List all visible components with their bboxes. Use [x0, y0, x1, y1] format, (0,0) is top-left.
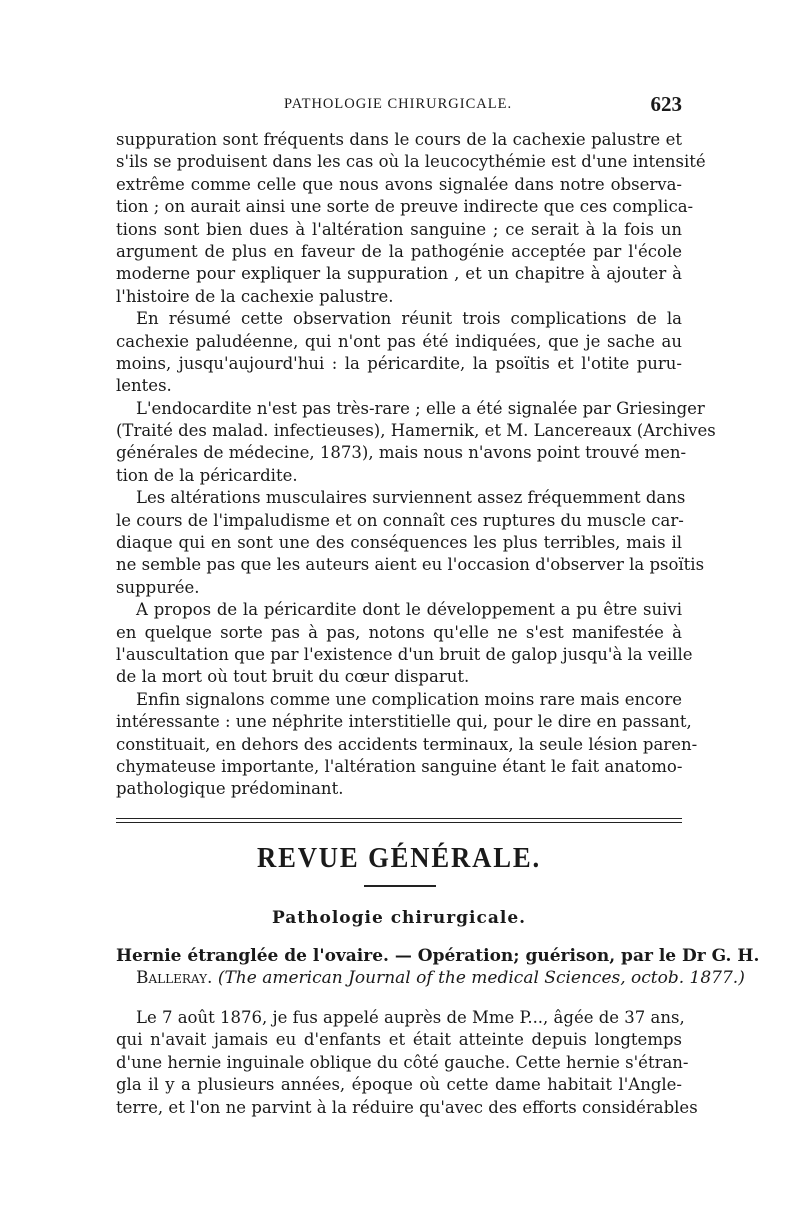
text-line: intéressante : une néphrite interstitielle qui, pour le dire en passant, [116, 712, 692, 732]
text-line: suppurée. [116, 577, 200, 597]
text-line: s'ils se produisent dans les cas où la leucocythémie est d'une intensité [116, 152, 706, 172]
text-line: de la mort où tout bruit du cœur disparut. [116, 667, 470, 687]
text-line: gla il y a plusieurs années, époque où cette dame habitait l'Angle- [116, 1075, 682, 1095]
text-line: extrême comme celle que nous avons signalée dans notre observa- [116, 174, 682, 194]
text-line: Le 7 août 1876, je fus appelé auprès de Mme P..., âgée de 37 ans, [136, 1008, 685, 1027]
article-body [116, 1007, 698, 1119]
text-line: tions sont bien dues à l'altération sanguine ; ce serait à la fois un [116, 219, 682, 239]
text-line: A propos de la péricardite dont le développement a pu être suivi [136, 600, 682, 620]
text-line: suppuration sont fréquents dans le cours de la cachexie palustre et [116, 130, 682, 149]
text-line: tion ; on aurait ainsi une sorte de preuve indirecte que ces complica- [116, 197, 694, 217]
text-line: tion de la péricardite. [116, 465, 298, 485]
text-line: en quelque sorte pas à pas, notons qu'elle ne s'est manifestée à [116, 622, 682, 642]
text-line: terre, et l'on ne parvint à la réduire qu'avec des efforts considérables [116, 1097, 698, 1117]
article-heading [116, 945, 760, 990]
text-line: Enfin signalons comme une complication moins rare mais encore [136, 689, 682, 709]
text-line: diaque qui en sont une des conséquences les plus terribles, mais il [116, 533, 682, 553]
text-line: Les altérations musculaires surviennent assez fréquemment dans [136, 488, 686, 508]
text-line: le cours de l'impaludisme et on connaît ces ruptures du muscle car- [116, 510, 684, 530]
text-line: L'endocardite n'est pas très-rare ; elle a été signalée par Griesinger [136, 398, 705, 418]
title-rule [364, 885, 436, 887]
text-line: générales de médecine, 1873), mais nous n'avons point trouvé men- [116, 443, 687, 463]
divider-rule [116, 818, 682, 819]
text-line: En résumé cette observation réunit trois complications de la [136, 309, 682, 329]
text-line: constituait, en dehors des accidents terminaux, la seule lésion paren- [116, 734, 698, 754]
text-line: pathologique prédominant. [116, 779, 344, 799]
text-line: moderne pour expliquer la suppuration , et un chapitre à ajouter à [116, 264, 682, 284]
running-title: PATHOLOGIE CHIRURGICALE. [284, 96, 513, 112]
page-header [116, 94, 682, 120]
text-line: l'auscultation que par l'existence d'un bruit de galop jusqu'à la veille [116, 644, 693, 664]
text-line: cachexie paludéenne, qui n'ont pas été indiquées, que je sache au [116, 331, 682, 351]
body-text [116, 129, 716, 801]
article-author: Balleray. [136, 968, 213, 989]
article-title: Hernie étranglée de l'ovaire. — Opération; guérison, par le Dr G. H. [116, 946, 760, 966]
section-title: REVUE GÉNÉRALE. [256, 842, 542, 874]
text-line: l'histoire de la cachexie palustre. [116, 286, 394, 306]
text-line: lentes. [116, 376, 172, 396]
text-line: d'une hernie inguinale oblique du côté gauche. Cette hernie s'étran- [116, 1052, 689, 1072]
text-line: chymateuse importante, l'altération sanguine étant le fait anatomo- [116, 756, 683, 776]
text-line: ne semble pas que les auteurs aient eu l'occasion d'observer la psoïtis [116, 555, 705, 575]
article-citation [116, 967, 745, 989]
text-line: qui n'avait jamais eu d'enfants et était atteinte depuis longtemps [116, 1030, 682, 1050]
subsection-title: Pathologie chirurgicale. [271, 908, 527, 928]
text-line: argument de plus en faveur de la pathogénie acceptée par l'école [116, 241, 682, 261]
article-source: (The american Journal of the medical Sciences, octob. 1877.) [217, 968, 745, 989]
section-divider [116, 818, 682, 826]
page-number: 623 [650, 92, 682, 116]
divider-rule [116, 822, 682, 823]
text-line: moins, jusqu'aujourd'hui : la péricardite, la psoïtis et l'otite puru- [116, 353, 682, 373]
text-line: (Traité des malad. infectieuses), Hamernik, et M. Lancereaux (Archives [116, 421, 716, 441]
